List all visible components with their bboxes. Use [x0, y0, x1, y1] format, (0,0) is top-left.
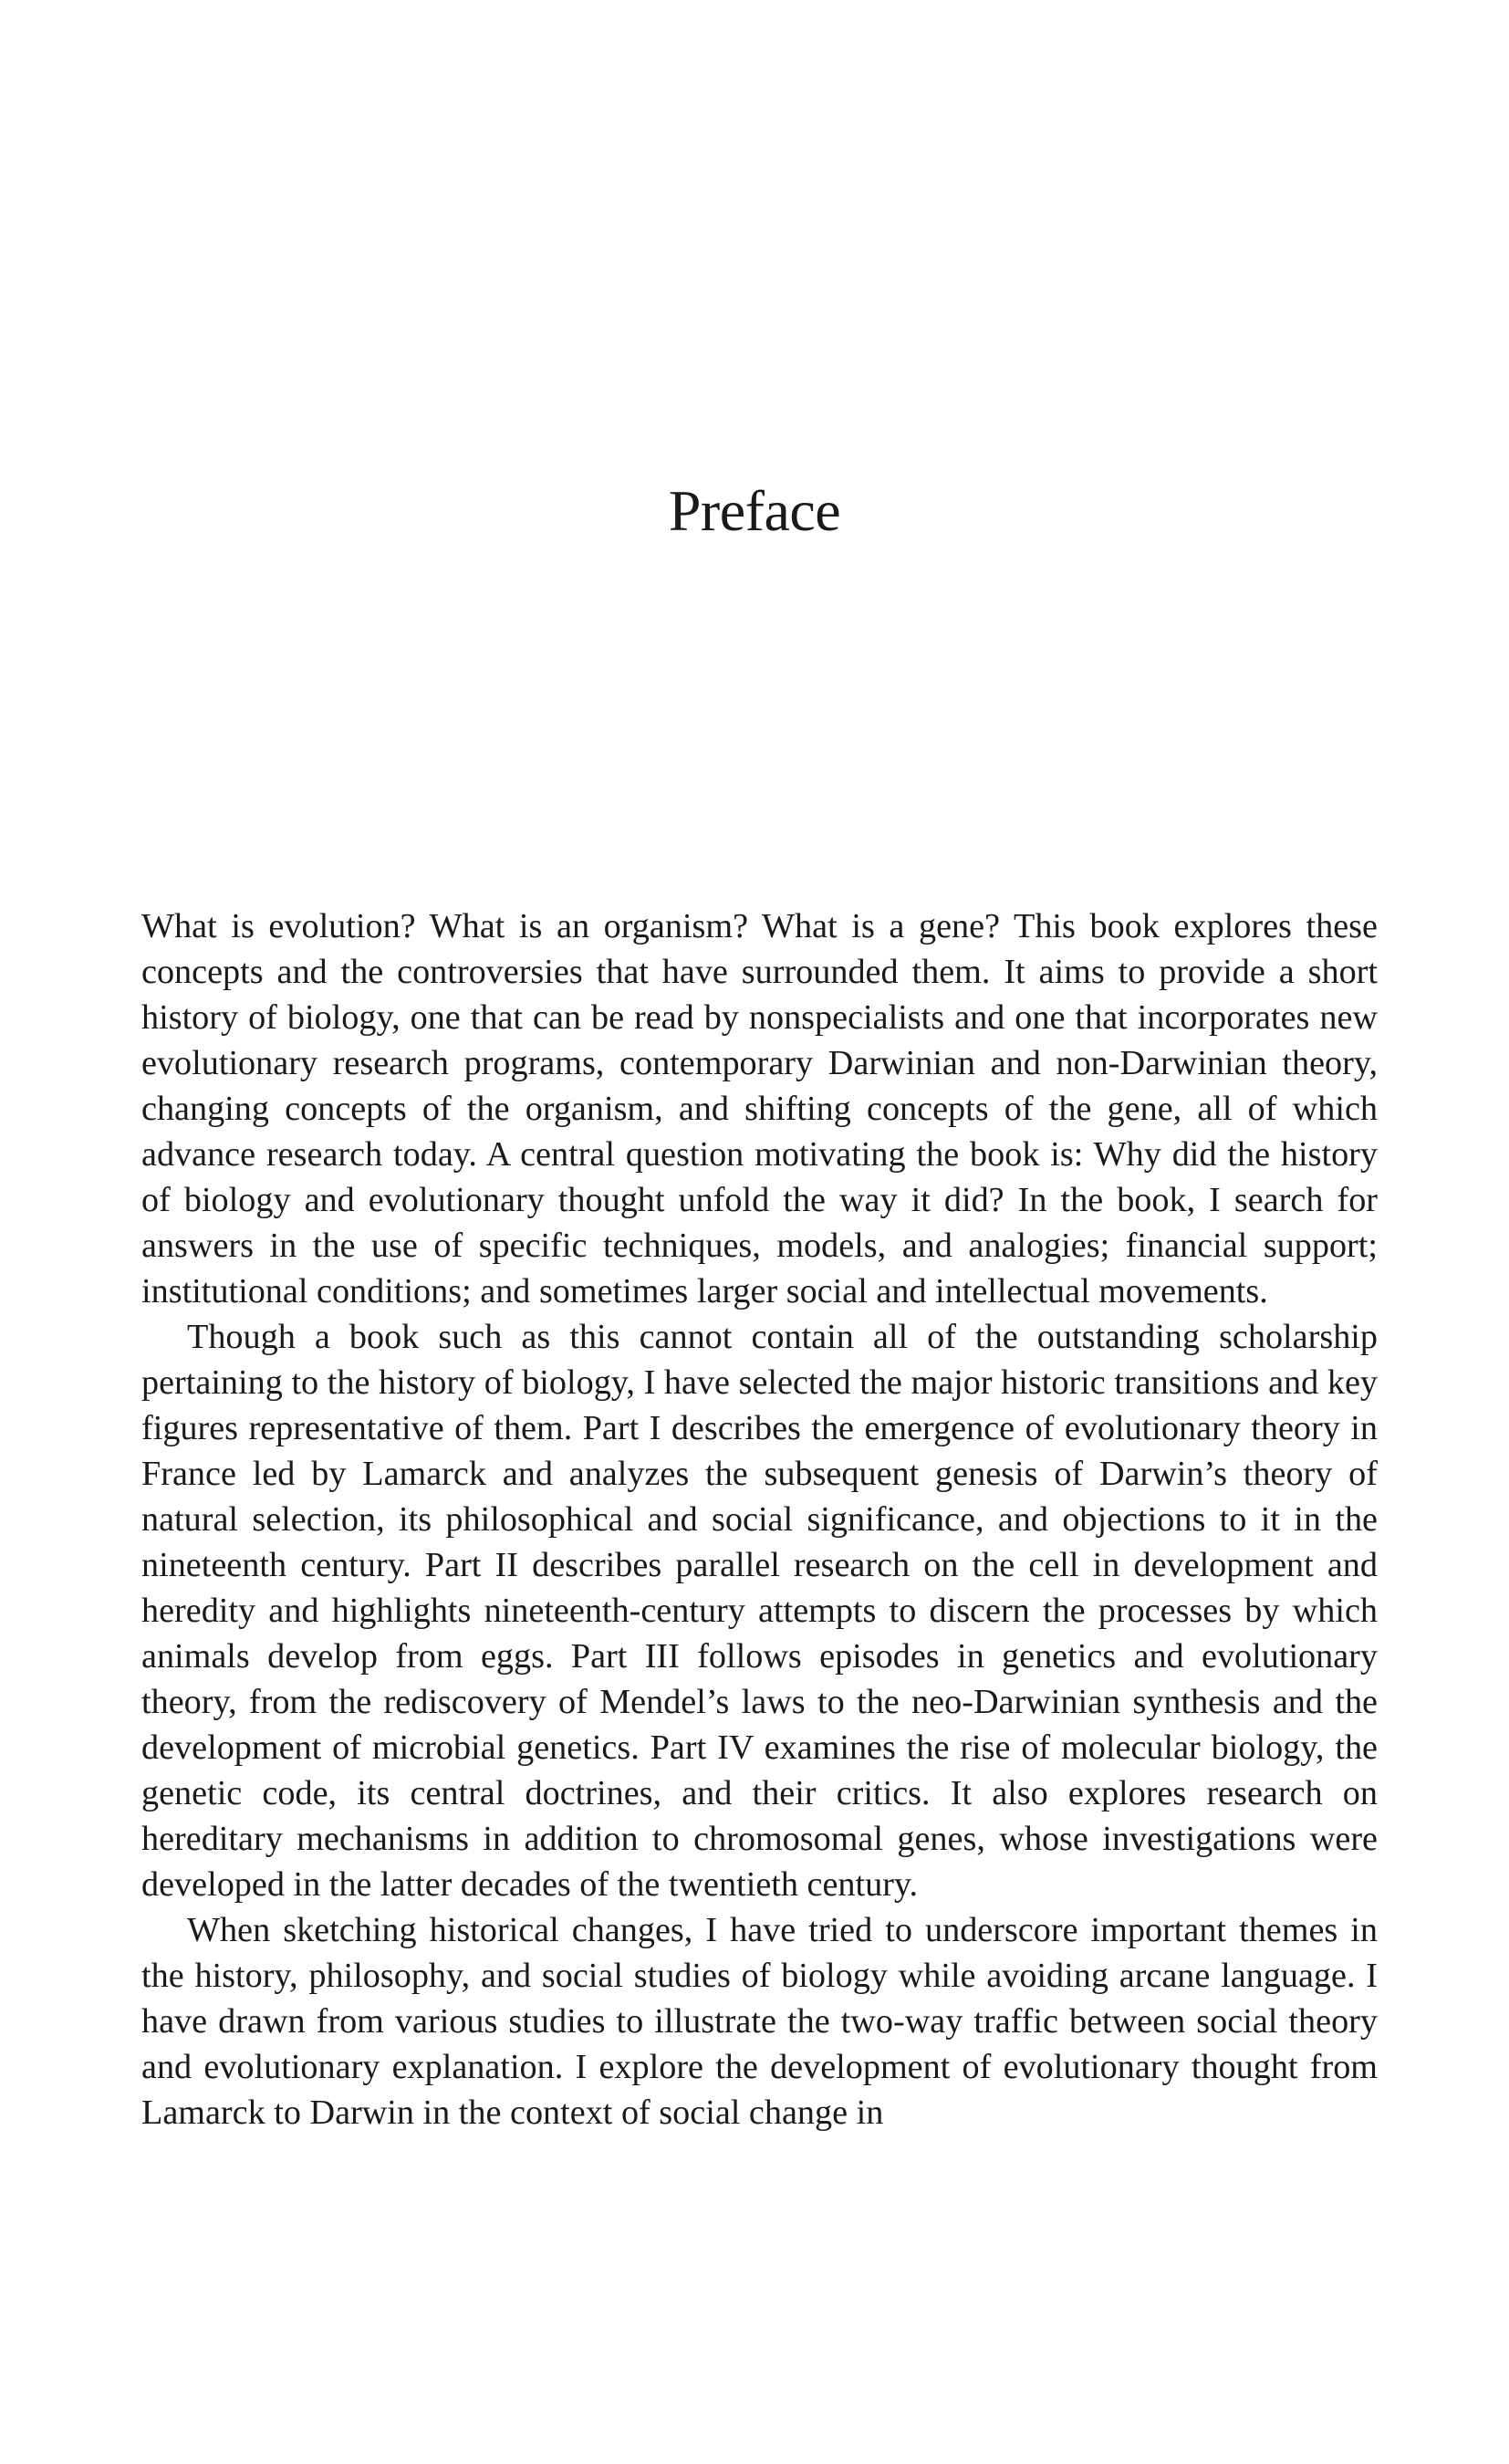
page-title: Preface — [668, 478, 841, 543]
paragraph-3: When sketching historical changes, I have tried to underscore important themes in the history, philosophy, and social studies of biology while avoiding arcane language. I have drawn from various studies to illustrate the two-way traffic between social theory and evolutionary explanation. I explore the development of evolutionary thought from Lamarck to Darwin in the context of social change in — [141, 1911, 1378, 2132]
paragraph-2: Though a book such as this cannot contain all of the outstanding scholarship pertaining to the history of biology, I have selected the major historic transitions and key figures representative of them. Part I describes the emergence of evolutionary theory in France led by Lamarck and analyzes the subsequent genesis of Darwin’s theory of natural selection, its philosophical and social significance, and objections to it in the nineteenth century. Part II describes parallel research on the cell in development and heredity and highlights nineteenth-century attempts to discern the processes by which animals develop from eggs. Part III follows episodes in genetics and evolutionary theory, from the rediscovery of Mendel’s laws to the neo-Darwinian synthesis and the development of microbial genetics. Part IV examines the rise of molecular biology, the genetic code, its central doctrines, and their critics. It also explores research on hereditary mechanisms in addition to chromosomal genes, whose investigations were developed in the latter decades of the twentieth century. — [141, 1318, 1378, 1904]
paragraph-1: What is evolution? What is an organism? What is a gene? This book explores these concepts and the controversies that have surrounded them. It aims to provide a short history of biology, one that can be read by nonspecialists and one that incorporates new evolutionary research programs, contemporary Darwinian and non-Darwinian theory, changing concepts of the organism, and shifting concepts of the gene, all of which advance research today. A central question motivating the book is: Why did the history of biology and evolutionary thought unfold the way it did? In the book, I search for answers in the use of specific techniques, models, and analogies; financial support; institutional conditions; and sometimes larger social and intellectual movements. — [141, 907, 1378, 1310]
preface-body — [141, 903, 1378, 2135]
